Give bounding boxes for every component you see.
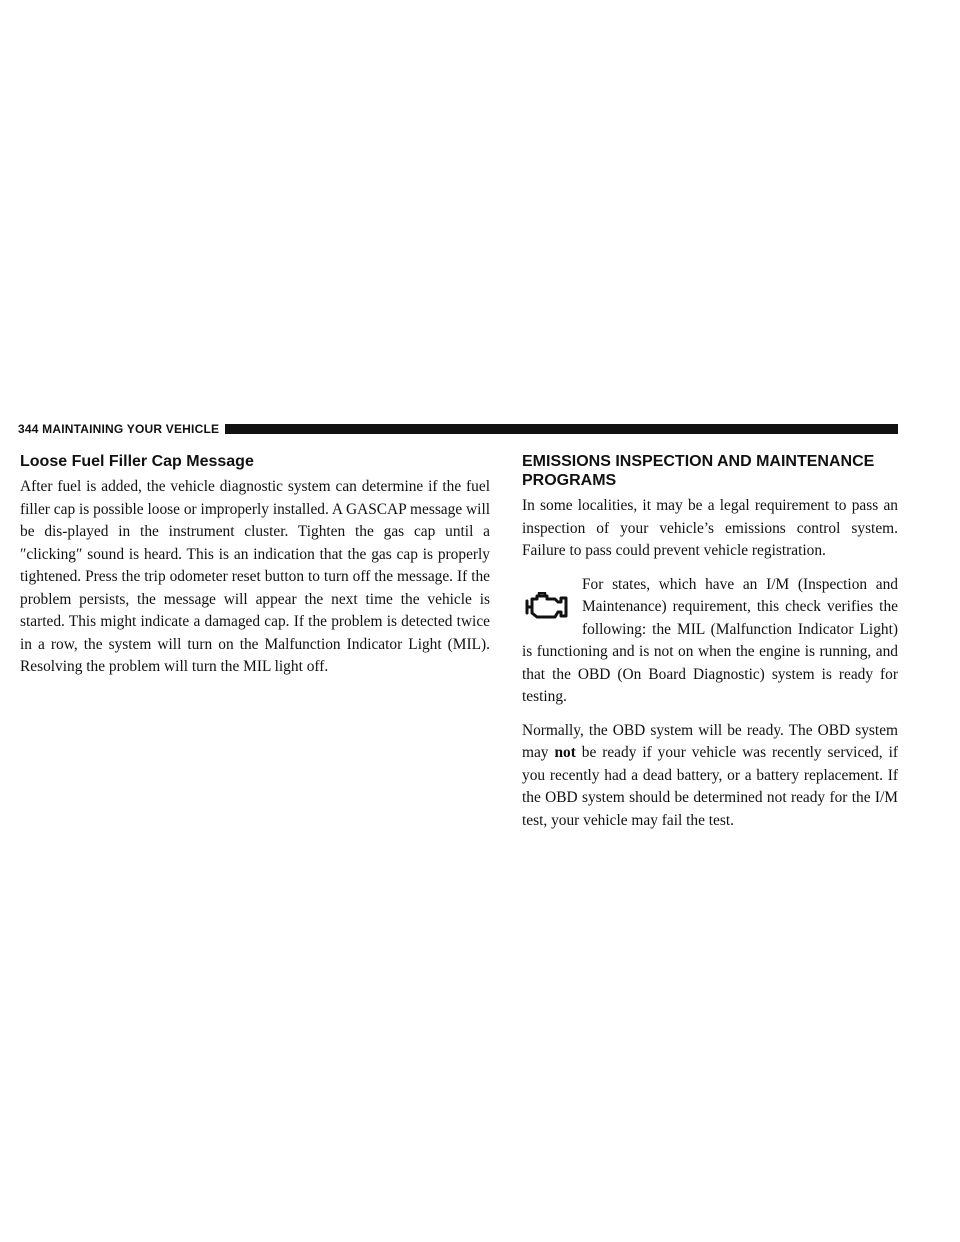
section-heading-emissions: EMISSIONS INSPECTION AND MAINTENANCE PROGRAMS	[522, 453, 875, 489]
mil-paragraph: For states, which have an I/M (Inspection and Maintenance) requirement, this check verifies the following: the MIL (Malfunction Indicator Light) is functioning and is not on when the engine is running, and that the OBD (On Board Diagnostic) system is ready for testing.	[522, 575, 898, 705]
obd-bold-not: not	[554, 744, 576, 761]
obd-ready-paragraph	[522, 720, 898, 833]
page-number-section-label: 344 MAINTAINING YOUR VEHICLE	[18, 422, 220, 436]
page-header	[18, 419, 898, 439]
header-rule	[225, 424, 898, 434]
obd-text-before: Normally, the OBD system will be ready. The OBD system may	[522, 721, 898, 761]
engine-check-icon	[522, 574, 572, 640]
fuel-cap-paragraph: After fuel is added, the vehicle diagnostic system can determine if the fuel filler cap is possible loose or improperly installed. A GASCAP message will be dis-played in the instrument cluster. Tighten the gas cap until a ″clicking″ sound is heard. This is an indication that the gas cap is properly tightened. Press the trip odometer reset button to turn off the message. If the problem persists, the message will appear the next time the vehicle is started. This might indicate a damaged cap. If the problem is detected twice in a row, the system will turn on the Malfunction Indicator Light (MIL). Resolving the problem will turn the MIL light off.	[20, 478, 490, 675]
obd-text-after: be ready if your vehicle was recently serviced, if you recently had a dead battery, or a battery replacement. If the OBD system should be determined not ready for the I/M test, your vehicle may fail the test.	[522, 744, 898, 829]
mil-paragraph-block	[522, 574, 898, 709]
emissions-intro-paragraph: In some localities, it may be a legal requirement to pass an inspection of your vehicle’s emissions control system. Failure to pass could prevent vehicle registration.	[522, 497, 898, 559]
section-heading-fuel-cap: Loose Fuel Filler Cap Message	[20, 453, 254, 470]
right-column	[522, 452, 898, 832]
left-column	[20, 452, 490, 679]
